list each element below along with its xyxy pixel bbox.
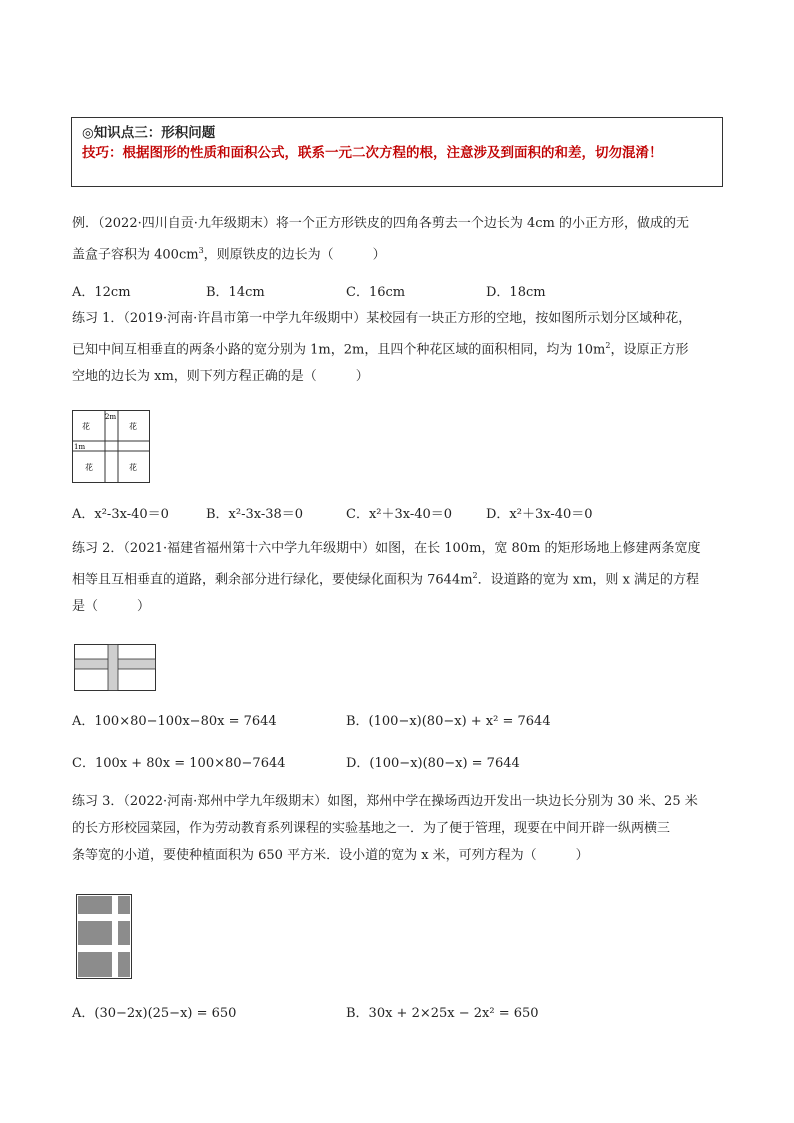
exercise-1-line-3: 空地的边长为 xm，则下列方程正确的是（ ） xyxy=(72,369,369,385)
flower-label-tl: 花 xyxy=(82,422,90,431)
flower-label-bl: 花 xyxy=(85,463,93,472)
knowledge-box xyxy=(71,117,723,187)
knowledge-tip: 技巧：根据图形的性质和面积公式，联系一元二次方程的根，注意涉及到面积的和差，切勿混淆！ xyxy=(82,145,663,161)
exercise-2-line-2: 相等且互相垂直的道路，剩余部分进行绿化，要使绿化面积为 $7644m^2$．设道路的宽为 xm，则 x 满足的方程 xyxy=(72,571,700,588)
example-line-2: 盖盒子容积为 $400cm^3$，则原铁皮的边长为（ ） xyxy=(72,246,386,263)
exercise-2-figure xyxy=(74,644,158,692)
example-volume: 400cm xyxy=(154,247,199,263)
exercise-1-option-d: D．x²＋3x-40＝0 xyxy=(486,507,593,522)
example-line-1: 例．（2022·四川自贡·九年级期末）将一个正方形铁皮的四角各剪去一个边长为 4cm 的小正方形，做成的无 xyxy=(72,216,689,231)
exercise-3-option-b: B．30x + 2×25x − 2x² = 650 xyxy=(346,1006,539,1021)
example-option-b: B．14cm xyxy=(206,285,265,300)
exercise-3-figure xyxy=(76,894,134,980)
exercise-3-line-2: 的长方形校园菜园，作为劳动教育系列课程的实验基地之一．为了便于管理，现要在中间开辟一纵两横三 xyxy=(72,821,671,836)
example-option-a: A．12cm xyxy=(72,285,131,300)
exercise-1-option-b: B．x²-3x-38＝0 xyxy=(206,507,304,522)
exercise-1-question xyxy=(72,305,722,390)
flower-label-tr: 花 xyxy=(129,422,137,431)
exercise-1-line-1: 练习 1．（2019·河南·许昌市第一中学九年级期中）某校园有一块正方形的空地，按如图所示划分区域种花， xyxy=(72,311,692,326)
exercise-3-option-a: A．(30−2x)(25−x) = 650 xyxy=(72,1006,237,1021)
label-1m: 1m xyxy=(74,443,86,451)
flower-label-br: 花 xyxy=(129,463,137,472)
example-option-d: D．18cm xyxy=(486,285,546,300)
exercise-3-question xyxy=(72,788,722,869)
exercise-2-option-b: B．(100−x)(80−x) + x² = 7644 xyxy=(346,714,551,729)
exercise-2-option-a: A．100×80−100x−80x = 7644 xyxy=(72,714,277,729)
example-option-c: C．16cm xyxy=(346,285,406,300)
knowledge-title: ◎知识点三：形积问题 xyxy=(82,125,216,141)
exercise-1-option-a: A．x²-3x-40＝0 xyxy=(72,507,169,522)
exercise-2-line-3: 是（ ） xyxy=(72,599,151,615)
example-question xyxy=(72,210,722,268)
exercise-1-figure xyxy=(72,410,154,486)
exercise-1-option-c: C．x²＋3x-40＝0 xyxy=(346,507,453,522)
exercise-2-question xyxy=(72,535,722,620)
exercise-2-option-d: D．(100−x)(80−x) = 7644 xyxy=(346,756,520,771)
exercise-3-line-1: 练习 3．（2022·河南·郑州中学九年级期末）如图，郑州中学在操场西边开发出一块边长分别为 30 米、25 米 xyxy=(72,794,698,809)
label-2m: 2m xyxy=(105,413,117,421)
exercise-3-line-3: 条等宽的小道，要使种植面积为 650 平方米．设小道的宽为 x 米，可列方程为（ ） xyxy=(72,848,589,863)
exercise-1-line-2: 已知中间互相垂直的两条小路的宽分别为 1m，2m，且四个种花区域的面积相同，均为 $10m^2$，设原正方形 xyxy=(72,341,689,358)
exercise-2-line-1: 练习 2．（2021·福建省福州第十六中学九年级期中）如图，在长 100m，宽 80m 的矩形场地上修建两条宽度 xyxy=(72,541,701,556)
exercise-2-option-c: C．100x + 80x = 100×80−7644 xyxy=(72,756,286,771)
